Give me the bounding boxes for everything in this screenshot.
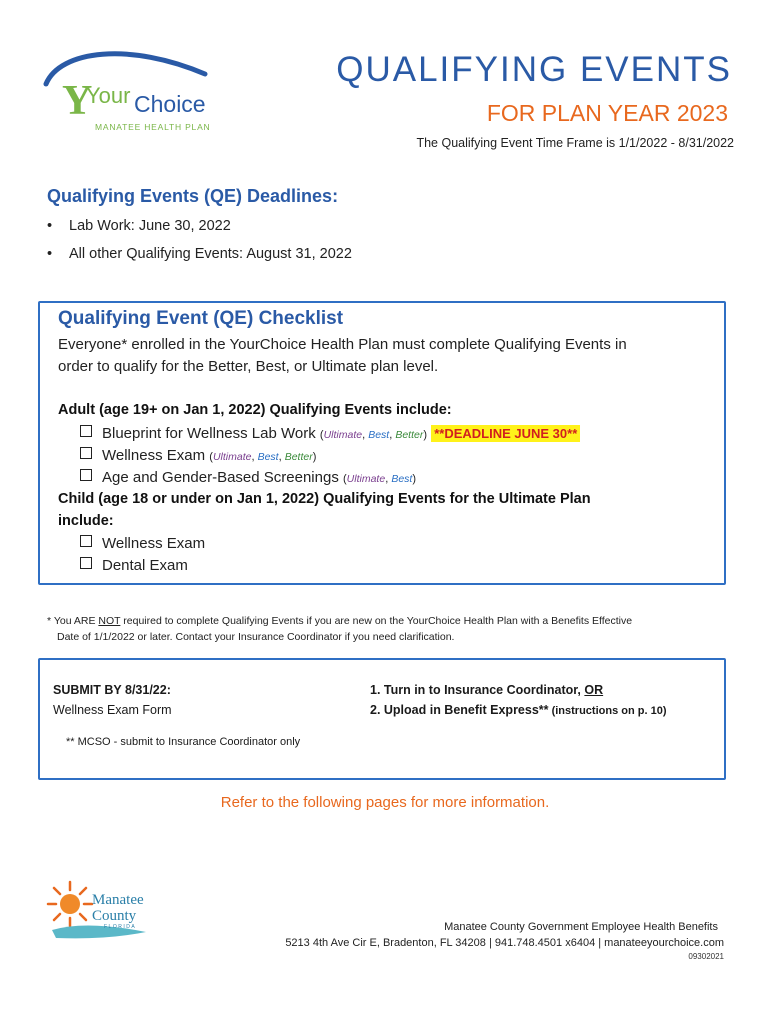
submit-form-name: Wellness Exam Form [53, 703, 172, 717]
submit-box [38, 658, 726, 780]
checkbox[interactable] [80, 425, 92, 437]
deadline-label: All other Qualifying Events: August 31, 2022 [69, 246, 352, 262]
checklist-item-label: Wellness Exam [102, 447, 206, 464]
deadline-badge: **DEADLINE JUNE 30** [431, 425, 580, 442]
refer-text: Refer to the following pages for more information. [220, 794, 550, 811]
checkbox[interactable] [80, 557, 92, 569]
footer-code: 09302021 [688, 952, 724, 961]
checklist-item[interactable]: Age and Gender-Based Screenings (Ultimate, Best) [80, 469, 416, 486]
sun-icon [48, 882, 92, 926]
checklist-heading: Qualifying Event (QE) Checklist [58, 308, 344, 329]
checklist-item[interactable] [80, 535, 205, 552]
child-heading-line2: include: [58, 513, 114, 529]
deadlines-heading: Qualifying Events (QE) Deadlines: [47, 186, 339, 206]
yourchoice-logo [40, 46, 220, 136]
bullet-icon: • [47, 246, 53, 262]
tier-ultimate: Ultimate [212, 451, 252, 463]
mcso-note: ** MCSO - submit to Insurance Coordinator only [66, 736, 301, 748]
checklist-item-label: Dental Exam [102, 557, 188, 574]
submit-step-2: 2. Upload in Benefit Express** (instructions on p. 10) [370, 703, 667, 717]
tier-better: Better [284, 451, 313, 463]
footer-org: Manatee County Government Employee Health Benefits [444, 921, 718, 933]
page-title: QUALIFYING EVENTS [336, 50, 732, 89]
logo-tagline: MANATEE HEALTH PLAN [95, 122, 211, 132]
checkbox[interactable] [80, 469, 92, 481]
submit-by-label: SUBMIT BY 8/31/22: [53, 683, 171, 697]
page-subtitle: FOR PLAN YEAR 2023 [486, 100, 728, 126]
logo-your-text: Your [86, 83, 131, 108]
checklist-item-label: Age and Gender-Based Screenings [102, 469, 339, 486]
tier-best: Best [368, 429, 390, 441]
checklist-item[interactable]: Blueprint for Wellness Lab Work (Ultimate, Best, Better) **DEADLINE JUNE 30** [80, 425, 580, 442]
footnote-not: NOT [98, 615, 121, 627]
checklist-item-label: Wellness Exam [102, 535, 206, 552]
tier-best: Best [257, 451, 279, 463]
county-logo-line2: County [92, 908, 137, 924]
deadline-item [47, 218, 231, 234]
county-logo-line3: FLORIDA [104, 924, 137, 930]
deadline-label: Lab Work: June 30, 2022 [69, 218, 231, 234]
checklist-intro-line1: Everyone* enrolled in the YourChoice Health Plan must complete Qualifying Events in [58, 336, 627, 353]
tier-best: Best [391, 473, 413, 485]
footnote: * You ARE NOT required to complete Qualifying Events if you are new on the YourChoice Health Plan with a Benefits Effective Date of 1/1/2022 or later. Contact your Insurance Coordinator if you need clarification. [47, 613, 707, 645]
checklist-item-label: Blueprint for Wellness Lab Work [102, 425, 316, 442]
checkbox[interactable] [80, 447, 92, 459]
checkbox[interactable] [80, 535, 92, 547]
tier-ultimate: Ultimate [346, 473, 386, 485]
instructions-note: (instructions on p. 10) [548, 705, 667, 717]
deadline-item [47, 246, 352, 262]
bullet-icon: • [47, 218, 53, 234]
footnote-line2: Date of 1/1/2022 or later. Contact your Insurance Coordinator if you need clarification. [57, 631, 455, 643]
timeframe-text: The Qualifying Event Time Frame is 1/1/2022 - 8/31/2022 [416, 136, 734, 150]
checklist-item[interactable]: Wellness Exam (Ultimate, Best, Better) [80, 447, 316, 464]
svg-text:Y: Y [62, 78, 93, 124]
tier-better: Better [395, 429, 424, 441]
county-logo-line1: Manatee [92, 892, 144, 908]
adult-heading: Adult (age 19+ on Jan 1, 2022) Qualifying Events include: [58, 402, 452, 418]
child-heading-line1: Child (age 18 or under on Jan 1, 2022) Qualifying Events for the Ultimate Plan [58, 491, 591, 507]
manatee-county-logo [46, 880, 158, 942]
submit-step-1: 1. Turn in to Insurance Coordinator, OR [370, 683, 604, 697]
checklist-item[interactable] [80, 557, 188, 574]
checklist-intro-line2: order to qualify for the Better, Best, or Ultimate plan level. [58, 358, 439, 375]
footer-address: 5213 4th Ave Cir E, Bradenton, FL 34208 | 941.748.4501 x6404 | manateeyourchoice.com [285, 937, 724, 949]
or-text: OR [584, 683, 604, 697]
logo-choice-text: Choice [134, 91, 206, 117]
tier-ultimate: Ultimate [323, 429, 363, 441]
